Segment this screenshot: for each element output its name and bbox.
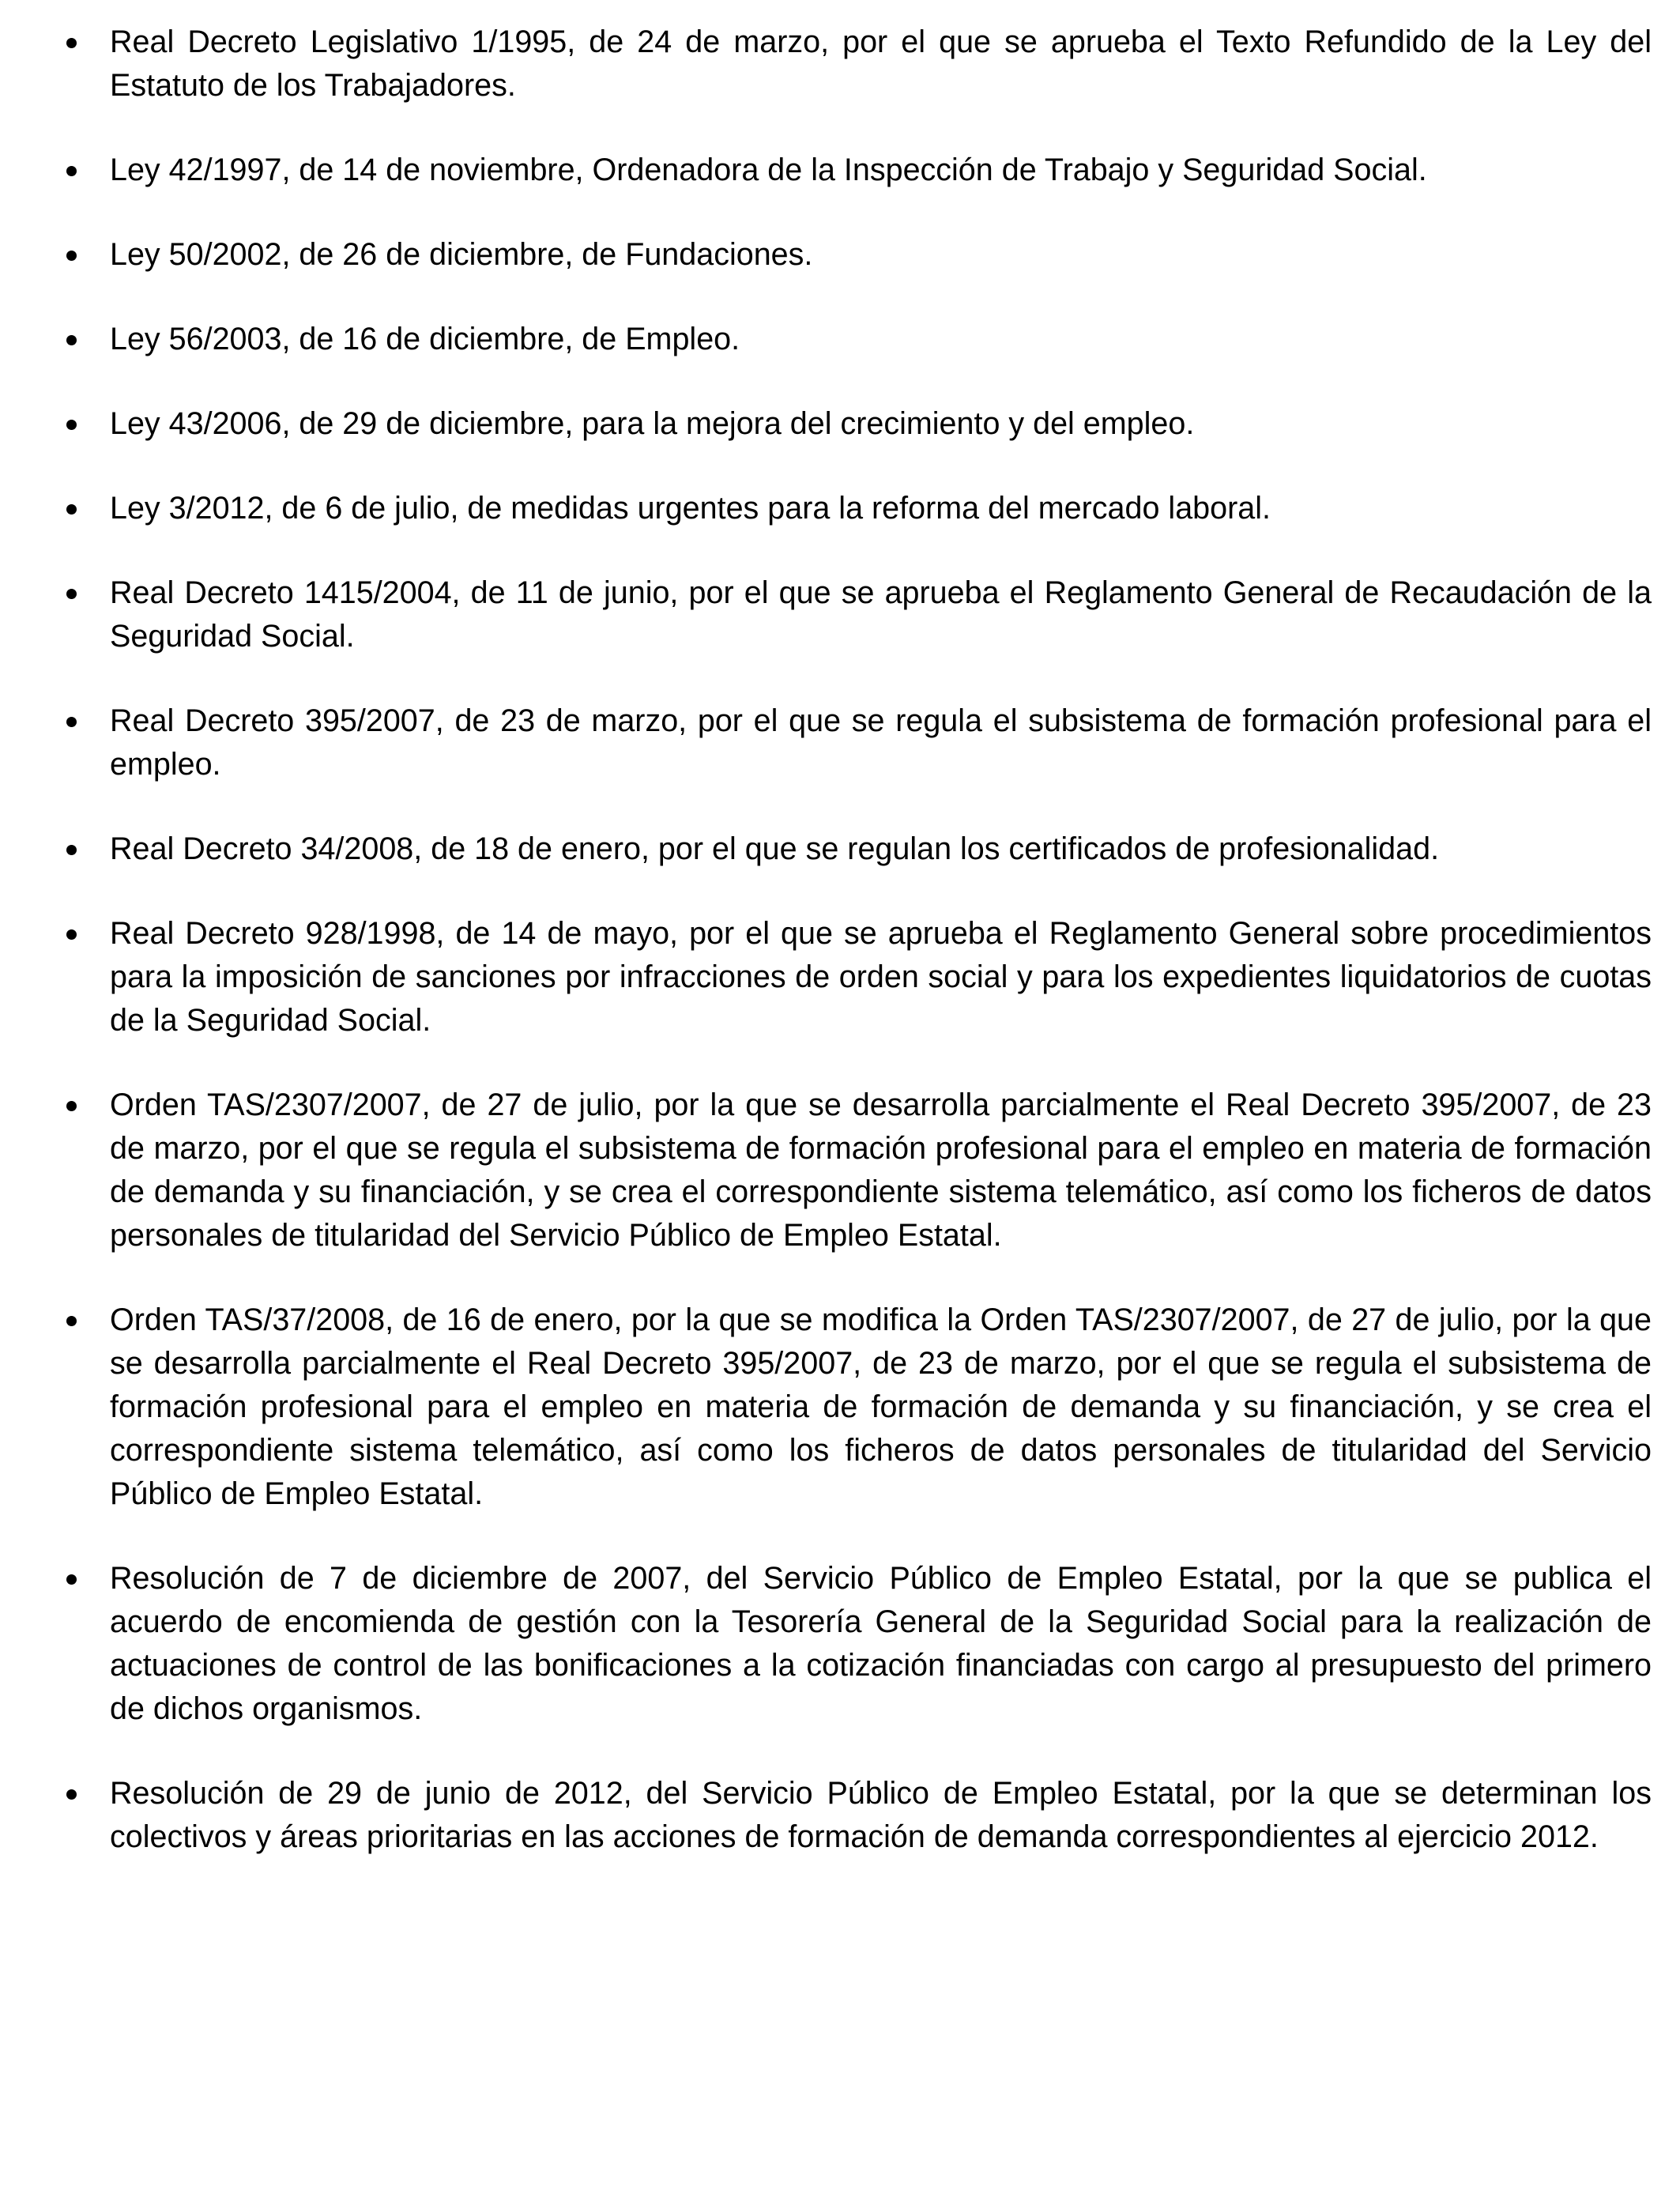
- bullet-icon: [62, 1084, 85, 1127]
- bullet-icon: [62, 1772, 85, 1815]
- bullet-icon: [62, 571, 85, 615]
- list-item-text: Ley 43/2006, de 29 de diciembre, para la mejora del crecimiento y del empleo.: [110, 406, 1195, 441]
- list-item: [0, 1299, 1680, 1516]
- list-item-text: Real Decreto 1415/2004, de 11 de junio, por el que se aprueba el Reglamento General de Recaudación de la Seguridad Social.: [110, 575, 1652, 654]
- bullet-icon: [62, 233, 85, 277]
- list-item: [0, 827, 1680, 871]
- list-item: [0, 571, 1680, 658]
- legislation-list: [0, 21, 1680, 1900]
- list-item-text: Resolución de 7 de diciembre de 2007, del Servicio Público de Empleo Estatal, por la que se publica el acuerdo de encomienda de gestión con la Tesorería General de la Seguridad Social para la realización de actuaciones de control de las bonificaciones a la cotización financiadas con cargo al presupuesto del primero de dichos organismos.: [110, 1561, 1652, 1726]
- list-item-text: Ley 56/2003, de 16 de diciembre, de Empleo.: [110, 322, 740, 356]
- list-item-text: Orden TAS/2307/2007, de 27 de julio, por la que se desarrolla parcialmente el Real Decreto 395/2007, de 23 de marzo, por el que se regula el subsistema de formación profesional para el empleo en materia de formación de demanda y su financiación, y se crea el correspondiente sistema telemático, así como los ficheros de datos personales de titularidad del Servicio Público de Empleo Estatal.: [110, 1088, 1652, 1253]
- list-item-text: Real Decreto 395/2007, de 23 de marzo, por el que se regula el subsistema de formación profesional para el empleo.: [110, 703, 1652, 782]
- bullet-icon: [62, 827, 85, 871]
- list-item: [0, 699, 1680, 786]
- list-item-text: Ley 42/1997, de 14 de noviembre, Ordenadora de la Inspección de Trabajo y Seguridad Social.: [110, 153, 1427, 187]
- list-item-text: Real Decreto 34/2008, de 18 de enero, por el que se regulan los certificados de profesionalidad.: [110, 831, 1440, 866]
- list-item: [0, 1557, 1680, 1731]
- bullet-icon: [62, 1557, 85, 1600]
- list-item: [0, 912, 1680, 1042]
- list-item: [0, 487, 1680, 530]
- list-item-text: Ley 50/2002, de 26 de diciembre, de Fundaciones.: [110, 237, 813, 272]
- bullet-icon: [62, 1299, 85, 1342]
- list-item: [0, 1084, 1680, 1257]
- bullet-icon: [62, 402, 85, 446]
- list-item: [0, 233, 1680, 277]
- list-item: [0, 21, 1680, 107]
- bullet-icon: [62, 487, 85, 530]
- list-item-text: Real Decreto Legislativo 1/1995, de 24 de marzo, por el que se aprueba el Texto Refundido de la Ley del Estatuto de los Trabajadores.: [110, 25, 1652, 103]
- bullet-icon: [62, 318, 85, 361]
- list-item-text: Resolución de 29 de junio de 2012, del Servicio Público de Empleo Estatal, por la que se determinan los colectivos y áreas prioritarias en las acciones de formación de demanda correspondientes al ejercicio 2012.: [110, 1776, 1652, 1854]
- list-item-text: Orden TAS/37/2008, de 16 de enero, por la que se modifica la Orden TAS/2307/2007, de 27 de julio, por la que se desarrolla parcialmente el Real Decreto 395/2007, de 23 de marzo, por el que se regula el subsistema de formación profesional para el empleo en materia de formación de demanda y su financiación, y se crea el correspondiente sistema telemático, así como los ficheros de datos personales de titularidad del Servicio Público de Empleo Estatal.: [110, 1302, 1652, 1511]
- bullet-icon: [62, 912, 85, 956]
- bullet-icon: [62, 699, 85, 743]
- list-item: [0, 149, 1680, 192]
- list-item-text: Real Decreto 928/1998, de 14 de mayo, por el que se aprueba el Reglamento General sobre procedimientos para la imposición de sanciones por infracciones de orden social y para los expedientes liquidatorios de cuotas de la Seguridad Social.: [110, 916, 1652, 1038]
- bullet-icon: [62, 21, 85, 64]
- list-item: [0, 1772, 1680, 1859]
- bullet-icon: [62, 149, 85, 192]
- list-item: [0, 318, 1680, 361]
- list-item-text: Ley 3/2012, de 6 de julio, de medidas urgentes para la reforma del mercado laboral.: [110, 491, 1271, 526]
- list-item: [0, 402, 1680, 446]
